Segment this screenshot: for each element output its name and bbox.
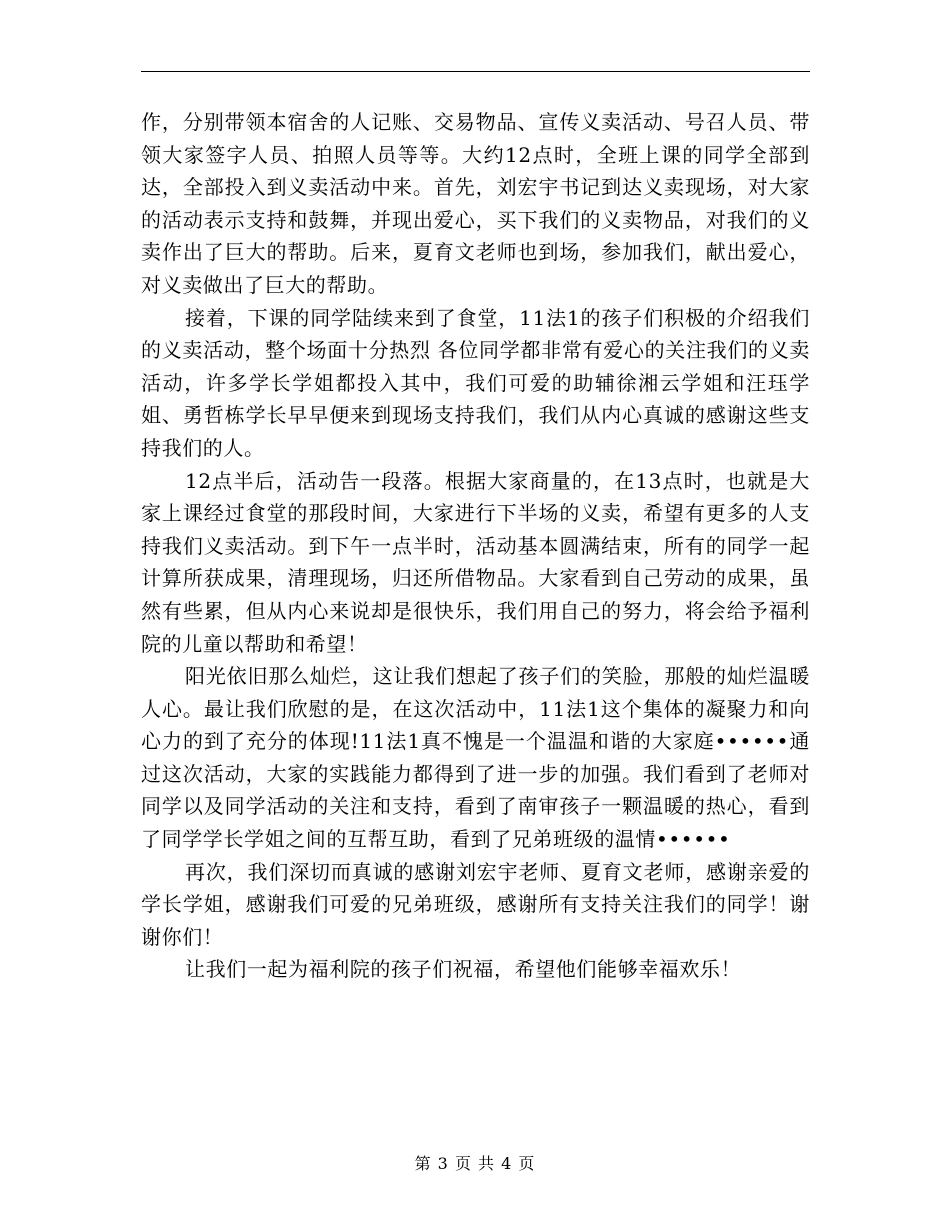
paragraph-2: 接着，下课的同学陆续来到了食堂，11法1的孩子们积极的介绍我们的义卖活动，整个场面十分热烈 各位同学都非常有爱心的关注我们的义卖活动，许多学长学姐都投入其中，我们可爱的助辅徐湘云学姐和汪珏学姐、勇哲栋学长早早便来到现场支持我们，我们从内心真诚的感谢这些支持我们的人。: [141, 305, 810, 460]
header-rule: [141, 71, 810, 72]
paragraph-5: 再次，我们深切而真诚的感谢刘宏宇老师、夏育文老师，感谢亲爱的学长学姐，感谢我们可爱的兄弟班级，感谢所有支持关注我们的同学！谢谢你们！: [141, 859, 810, 949]
paragraph-3: 12点半后，活动告一段落。根据大家商量的，在13点时，也就是大家上课经过食堂的那段时间，大家进行下半场的义卖，希望有更多的人支持我们义卖活动。到下午一点半时，活动基本圆满结束，所有的同学一起计算所获成果，清理现场，归还所借物品。大家看到自己劳动的成果，虽然有些累，但从内心来说却是很快乐，我们用自己的努力，将会给予福利院的儿童以帮助和希望！: [141, 468, 810, 656]
paragraph-6: 让我们一起为福利院的孩子们祝福，希望他们能够幸福欢乐！: [185, 957, 742, 982]
page-number: 第 3 页 共 4 页: [414, 1154, 536, 1173]
paragraph-4: 阳光依旧那么灿烂，这让我们想起了孩子们的笑脸，那般的灿烂温暖人心。最让我们欣慰的是，在这次活动中，11法1这个集体的凝聚力和向心力的到了充分的体现!11法1真不愧是一个温温和谐的大家庭••••••通过这次活动，大家的实践能力都得到了进一步的加强。我们看到了老师对同学以及同学活动的关注和支持，看到了南审孩子一颗温暖的热心，看到了同学学长学姐之间的互帮互助，看到了兄弟班级的温情••••••: [141, 664, 810, 852]
paragraph-1: 作，分别带领本宿舍的人记账、交易物品、宣传义卖活动、号召人员、带领大家签字人员、拍照人员等等。大约12点时，全班上课的同学全部到达，全部投入到义卖活动中来。首先，刘宏宇书记到达义卖现场，对大家的活动表示支持和鼓舞，并现出爱心，买下我们的义卖物品，对我们的义卖作出了巨大的帮助。后来，夏育文老师也到场，参加我们，献出爱心，对义卖做出了巨大的帮助。: [141, 110, 810, 297]
page-footer: [0, 1153, 950, 1175]
document-body: [141, 106, 810, 986]
